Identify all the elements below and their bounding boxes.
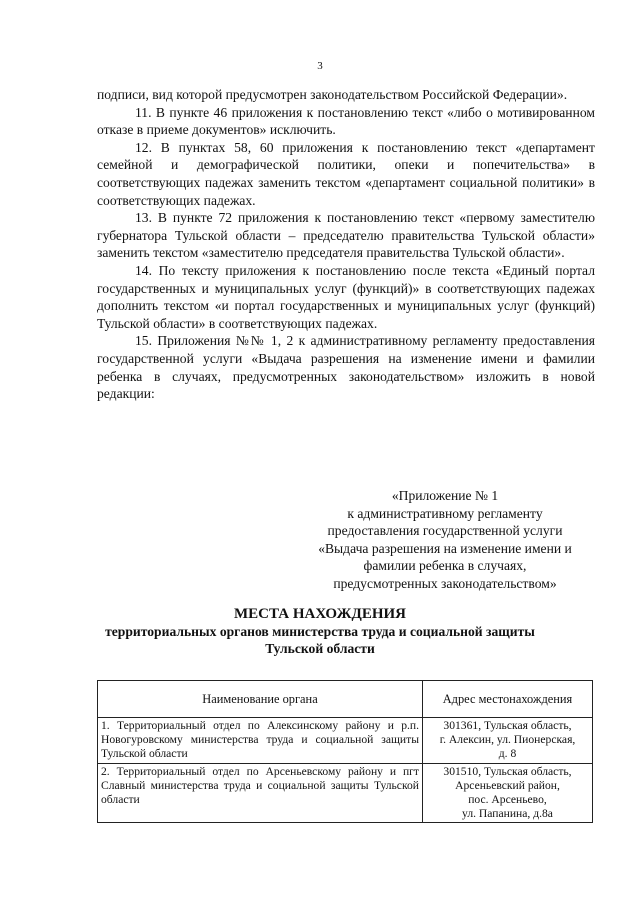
section-subheading: территориальных органов министерства труда и социальной защиты [105,624,535,639]
paragraph-item-11: 11. В пункте 46 приложения к постановлению текст «либо о мотивированном отказе в приеме документов» исключить. [97,104,595,138]
paragraph-item-15: 15. Приложения №№ 1, 2 к административному регламенту предоставления государственной услуги «Выдача разрешения на изменение имени и фамилии ребенка в случаях, предусмотренных законодательством» изложить в новой редакции: [97,333,595,402]
office-address [423,718,593,764]
paragraph-continuation: подписи, вид которой предусмотрен законодательством Российской Федерации». [97,87,568,102]
appendix-line: фамилии ребенка в случаях, [363,558,527,574]
appendix-line: предусмотренных законодательством» [333,575,557,591]
appendix-line: к административному регламенту [347,505,543,521]
paragraph-item-12: 12. В пунктах 58, 60 приложения к постановлению текст «департамент семейной и демографической политики, опеки и попечительства» в соответствующих падежах заменить текстом «департамент социальной политики» в соответствующих падежах. [97,139,595,208]
appendix-line: «Выдача разрешения на изменение имени и [318,540,572,556]
office-name: 1. Территориальный отдел по Алексинскому району и р.п. Новогуровскому министерства труда и социальной защиты Тульской области [98,718,423,764]
column-header-name: Наименование органа [98,681,423,718]
table-header-row [98,681,593,718]
paragraph-item-13: 13. В пункте 72 приложения к постановлению текст «первому заместителю губернатора Тульской области – председателю правительства Тульской области» заменить текстом «заместителю председателя правительства Тульской области». [97,210,595,261]
section-subheading: Тульской области [265,641,375,656]
paragraph-item-14: 14. По тексту приложения к постановлению после текста «Единый портал государственных и муниципальных услуг (функций)» в соответствующих падежах дополнить текстом «и портал государственных и муниципальных услуг (функций) Тульской области» в соответствующих падежах. [97,262,595,331]
appendix-line: «Приложение № 1 [391,488,499,503]
appendix-header [300,487,590,593]
document-body [97,86,595,403]
address-line: Арсеньевский район, [455,778,560,792]
address-line: г. Алексин, ул. Пионерская, [439,733,576,747]
page-number: 3 [317,60,323,72]
offices-table [97,680,593,823]
address-line: д. 8 [498,747,517,761]
address-line: 301361, Тульская область, [443,719,572,732]
section-heading: МЕСТА НАХОЖДЕНИЯ [233,606,407,622]
section-title [0,605,640,657]
address-line: 301510, Тульская область, [443,764,572,778]
address-line: ул. Папанина, д.8а [462,807,553,821]
office-address [423,763,593,823]
table-row [98,718,593,764]
office-name: 2. Территориальный отдел по Арсеньевскому району и пгт Славный министерства труда и социальной защиты Тульской области [98,763,423,823]
appendix-line: предоставления государственной услуги [327,523,563,539]
table-row [98,763,593,823]
address-line: пос. Арсеньево, [468,793,547,807]
column-header-address: Адрес местонахождения [423,681,593,718]
